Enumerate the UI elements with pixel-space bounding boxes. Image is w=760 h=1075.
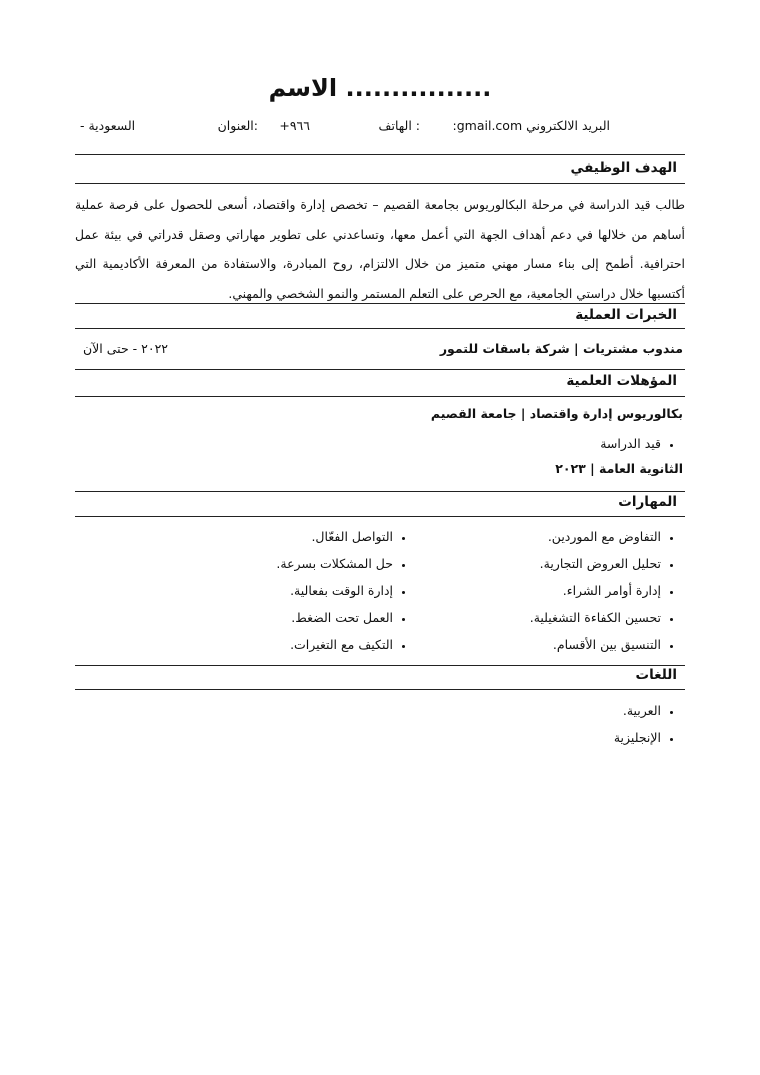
skills-list-left	[276, 527, 409, 662]
languages-title: اللغات	[635, 667, 677, 683]
education-status-list	[600, 434, 677, 461]
objective-text: طالب قيد الدراسة في مرحلة البكالوريوس بجامعة القصيم – تخصص إدارة واقتصاد، أسعى للحصول على فرصة عملية أساهم من خلالها في دعم أهداف الجهة التي أعمل معها، وتساعدني على تطوير مهاراتي وصقل قدراتي في بيئة عمل احترافية. أطمح إلى بناء مسار مهني متميز من خلال الالتزام، روح المبادرة، والاستفادة من المعرفة الأكاديمية التي أكتسبها خلال دراستي الجامعية، مع الحرص على التعلم المستمر والنمو الشخصي والمهني.	[75, 197, 685, 301]
list-item: • قيد الدراسة	[600, 434, 661, 461]
section-divider	[75, 154, 685, 155]
section-divider	[75, 491, 685, 492]
section-divider	[75, 303, 685, 304]
list-item: • إدارة الوقت بفعالية.	[276, 581, 393, 608]
email-field	[453, 118, 610, 133]
resume-name: الاسم ................	[268, 74, 492, 102]
section-divider	[75, 396, 685, 397]
list-item: • العربية.	[614, 701, 661, 728]
objective-title: الهدف الوظيفي	[570, 160, 677, 176]
experience-period: ٢٠٢٢ - حتى الآن	[83, 341, 168, 356]
phone-label: الهاتف :	[378, 118, 420, 133]
phone-value: +٩٦٦	[279, 118, 310, 133]
section-divider	[75, 689, 685, 690]
list-item: • تحليل العروض التجارية.	[530, 554, 661, 581]
education-school: الثانوية العامة | ٢٠٢٣	[555, 461, 683, 476]
list-item: • حل المشكلات بسرعة.	[276, 554, 393, 581]
list-item: • تحسين الكفاءة التشغيلية.	[530, 608, 661, 635]
education-degree: بكالوريوس إدارة واقتصاد | جامعة القصيم	[430, 406, 683, 421]
address-value: - السعودية	[80, 118, 136, 133]
section-divider	[75, 665, 685, 666]
list-item: • التواصل الفعّال.	[276, 527, 393, 554]
list-item: • الإنجليزية	[614, 728, 661, 755]
list-item: • التفاوض مع الموردين.	[530, 527, 661, 554]
section-divider	[75, 183, 685, 184]
list-item: • التكيف مع التغيرات.	[276, 635, 393, 662]
skills-title: المهارات	[618, 494, 677, 510]
experience-title: الخبرات العملية	[575, 307, 677, 323]
skills-list-right	[530, 527, 677, 662]
list-item: • إدارة أوامر الشراء.	[530, 581, 661, 608]
section-divider	[75, 369, 685, 370]
list-item: • التنسيق بين الأقسام.	[530, 635, 661, 662]
email-value: gmail.com:	[452, 118, 523, 133]
email-label: البريد الالكتروني	[526, 118, 610, 133]
languages-list	[614, 701, 677, 755]
address-label: العنوان:	[217, 118, 258, 133]
section-divider	[75, 516, 685, 517]
section-divider	[75, 328, 685, 329]
resume-page	[75, 0, 685, 1075]
list-item: • العمل تحت الضغط.	[276, 608, 393, 635]
education-title: المؤهلات العلمية	[566, 373, 677, 389]
experience-role: مندوب مشتريات | شركة باسقات للتمور	[439, 341, 683, 356]
